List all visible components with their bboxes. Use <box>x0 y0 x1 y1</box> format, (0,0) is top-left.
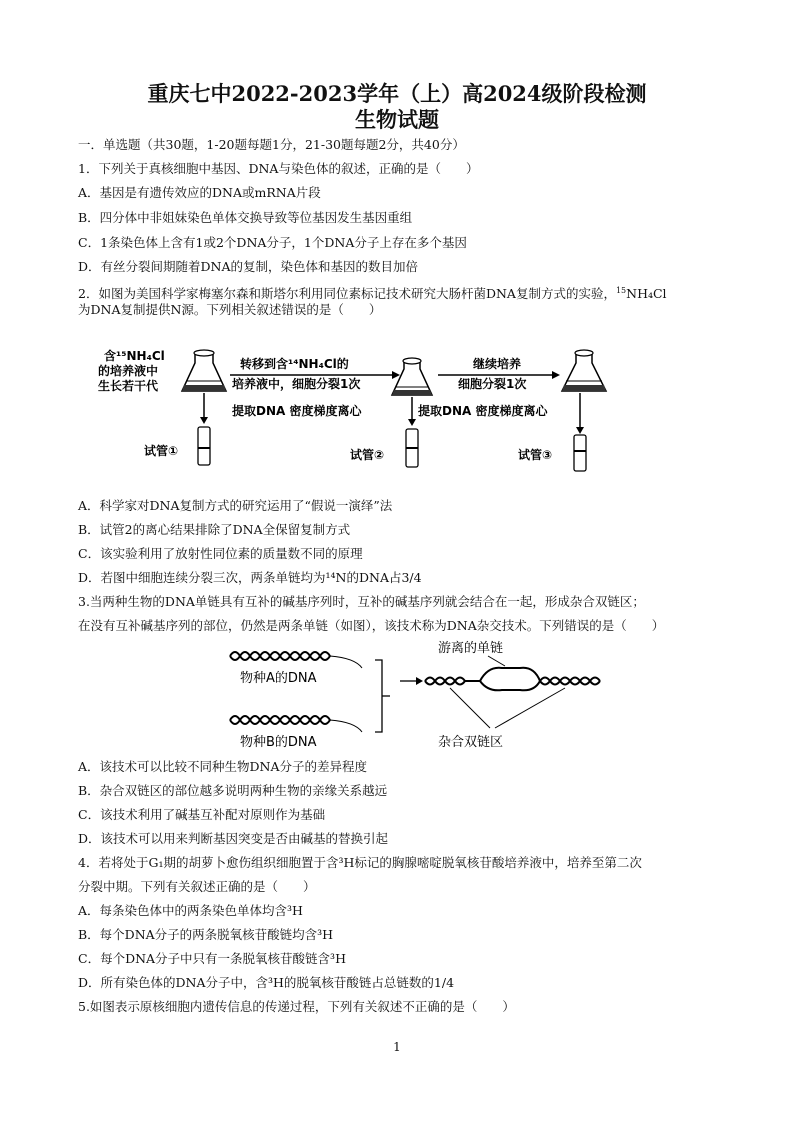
question-4-option-b: B．每个DNA分子的两条脱氧核苷酸链均含³H <box>78 927 334 942</box>
question-5-stem: 5.如图表示原核细胞内遗传信息的传递过程，下列有关叙述不正确的是（ ） <box>78 999 515 1014</box>
question-1-option-c: C．1条染色体上含有1或2个DNA分子，1个DNA分子上存在多个基因 <box>78 235 467 250</box>
exam-subtitle: 生物试题 <box>355 107 439 132</box>
extract-label-1: 提取DNA 密度梯度离心 <box>232 404 362 418</box>
question-4-stem-line2: 分裂中期。下列有关叙述正确的是（ ） <box>78 879 316 894</box>
question-3-stem-line1: 3.当两种生物的DNA单链具有互补的碱基序列时，互补的碱基序列就会结合在一起，形成杂合双链区； <box>78 594 645 609</box>
page-number: 1 <box>393 1040 401 1054</box>
species-b-dna-helix <box>230 716 330 724</box>
question-4-stem-line1: 4．若将处于G₁期的胡萝卜愈伤组织细胞置于含³H标记的胸腺嘧啶脱氧核苷酸培养液中，培养至第二次 <box>78 855 642 870</box>
dna-hybridization-figure <box>220 636 640 752</box>
tube-3-label: 试管③ <box>518 448 553 462</box>
tube-2-label: 试管② <box>350 448 385 462</box>
start-label-1: 含¹⁵NH₄Cl <box>104 349 165 363</box>
free-strand-label: 游离的单链 <box>438 641 504 656</box>
question-2-stem <box>78 283 667 302</box>
arrow-1-bottom-label: 培养液中，细胞分裂1次 <box>232 377 361 391</box>
question-4-option-d: D．所有染色体的DNA分子中，含³H的脱氧核苷酸链占总链数的1/4 <box>78 975 455 990</box>
question-2-option-d: D．若图中细胞连续分裂三次，两条单链均为¹⁴N的DNA占3/4 <box>78 570 422 585</box>
species-a-dna-helix <box>230 652 330 660</box>
question-2-stem-line2: 为DNA复制提供N源。下列相关叙述错误的是（ ） <box>78 302 382 317</box>
hybrid-dna-molecule <box>425 668 600 691</box>
question-2-stem-formula: NH₄Cl <box>626 286 667 301</box>
flask-2-icon <box>392 358 432 395</box>
question-2-option-a: A．科学家对DNA复制方式的研究运用了“假说一演绎”法 <box>78 498 393 513</box>
tube-1-label: 试管① <box>144 444 179 458</box>
question-2-stem-text: 2．如图为美国科学家梅塞尔森和斯塔尔利用同位素标记技术研究大肠杆菌DNA复制方式的实验， <box>78 286 616 301</box>
extract-label-2: 提取DNA 密度梯度离心 <box>418 404 548 418</box>
arrow-1-top-label: 转移到含¹⁴NH₄Cl的 <box>240 357 349 371</box>
section-heading: 一．单选题（共30题，1-20题每题1分，21-30题每题2分，共40分） <box>78 137 465 152</box>
question-3-stem-line2: 在没有互补碱基序列的部位，仍然是两条单链（如图），该技术称为DNA杂交技术。下列错误的是（ ） <box>78 618 665 633</box>
question-2-stem-sup: 15 <box>615 286 627 295</box>
question-4-option-c: C．每个DNA分子中只有一条脱氧核苷酸链含³H <box>78 951 346 966</box>
species-a-label: 物种A的DNA <box>240 671 317 686</box>
hybrid-region-label: 杂合双链区 <box>438 735 504 750</box>
species-b-label: 物种B的DNA <box>240 735 317 750</box>
question-3-option-b: B．杂合双链区的部位越多说明两种生物的亲缘关系越远 <box>78 783 388 798</box>
question-3-option-c: C．该技术利用了碱基互补配对原则作为基础 <box>78 807 326 822</box>
test-tube-3-icon <box>574 435 586 471</box>
flask-1-icon <box>182 350 226 391</box>
dna-replication-figure <box>80 335 620 475</box>
question-3-option-a: A．该技术可以比较不同种生物DNA分子的差异程度 <box>78 759 368 774</box>
start-label-3: 生长若干代 <box>98 379 159 393</box>
test-tube-1-icon <box>198 427 210 465</box>
exam-title: 重庆七中2022-2023学年（上）高2024级阶段检测 <box>147 81 647 106</box>
question-1-option-d: D．有丝分裂间期随着DNA的复制，染色体和基因的数目加倍 <box>78 259 419 274</box>
question-1-stem: 1．下列关于真核细胞中基因、DNA与染色体的叙述，正确的是（ ） <box>78 161 479 176</box>
question-2-option-c: C．该实验利用了放射性同位素的质量数不同的原理 <box>78 546 363 561</box>
question-2-option-b: B．试管2的离心结果排除了DNA全保留复制方式 <box>78 522 351 537</box>
question-4-option-a: A．每条染色体中的两条染色单体均含³H <box>78 903 303 918</box>
test-tube-2-icon <box>406 429 418 467</box>
bracket <box>375 660 382 732</box>
question-3-option-d: D．该技术可以用来判断基因突变是否由碱基的替换引起 <box>78 831 389 846</box>
question-1-option-a: A．基因是有遗传效应的DNA或mRNA片段 <box>78 185 321 200</box>
flask-3-icon <box>562 350 606 391</box>
start-label-2: 的培养液中 <box>98 364 159 378</box>
question-1-option-b: B．四分体中非姐妹染色单体交换导致等位基因发生基因重组 <box>78 210 413 225</box>
arrow-2-top-label: 继续培养 <box>473 357 522 371</box>
arrow-2-bottom-label: 细胞分裂1次 <box>458 377 527 391</box>
